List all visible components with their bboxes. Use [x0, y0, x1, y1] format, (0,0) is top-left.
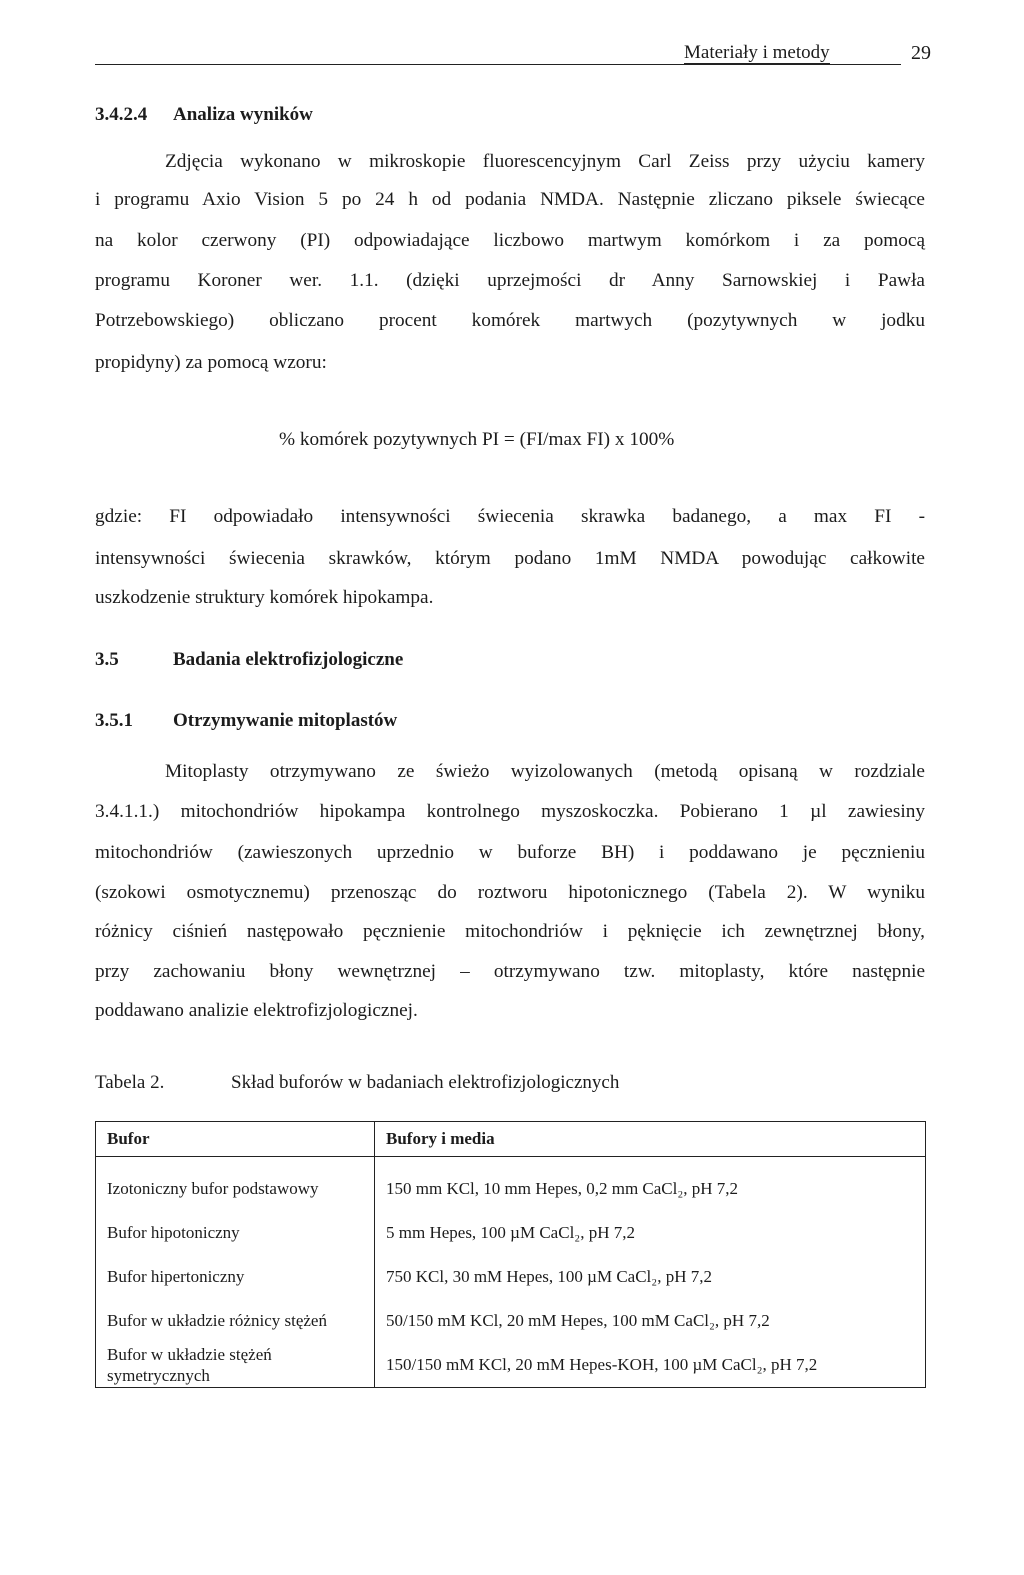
table-cell: Bufor hipertoniczny	[96, 1255, 375, 1299]
table-cell: 150/150 mM KCl, 20 mM Hepes-KOH, 100 µM CaCl₂, pH 7,2	[375, 1343, 926, 1388]
paragraph-line: Zdjęcia wykonano w mikroskopie fluorescencyjnym Carl Zeiss przy użyciu kamery	[165, 151, 925, 172]
paragraph-line: gdzie: FI odpowiadało intensywności świecenia skrawka badanego, a max FI -	[95, 506, 925, 527]
table-cell: Izotoniczny bufor podstawowy	[96, 1157, 375, 1212]
paragraph-line: Mitoplasty otrzymywano ze świeżo wyizolowanych (metodą opisaną w rozdziale	[165, 761, 925, 782]
table-row	[96, 1211, 926, 1255]
table-cell: 150 mm KCl, 10 mm Hepes, 0,2 mm CaCl₂, pH 7,2	[375, 1157, 926, 1212]
section-number: 3.5.1	[95, 710, 133, 731]
section-heading	[95, 649, 403, 671]
section-heading	[95, 104, 313, 126]
table-row	[96, 1299, 926, 1343]
paragraph-line: na kolor czerwony (PI) odpowiadające liczbowo martwym komórkom i za pomocą	[95, 230, 925, 251]
section-title: Badania elektrofizjologiczne	[173, 649, 404, 670]
table-row	[96, 1157, 926, 1212]
paragraph-line: mitochondriów (zawieszonych uprzednio w buforze BH) i poddawano je pęcznieniu	[95, 842, 925, 863]
paragraph-line: programu Koroner wer. 1.1. (dzięki uprzejmości dr Anny Sarnowskiej i Pawła	[95, 270, 925, 291]
header-rule	[95, 64, 901, 65]
table-cell: Bufor hipotoniczny	[96, 1211, 375, 1255]
section-number: 3.5	[95, 649, 119, 670]
table-cell: 5 mm Hepes, 100 µM CaCl₂, pH 7,2	[375, 1211, 926, 1255]
table-row	[96, 1343, 926, 1388]
paragraph-line: Potrzebowskiego) obliczano procent komórek martwych (pozytywnych w jodku	[95, 310, 925, 331]
table-row	[96, 1255, 926, 1299]
paragraph-line: poddawano analizie elektrofizjologicznej.	[95, 1000, 418, 1021]
section-number: 3.4.2.4	[95, 104, 148, 125]
paragraph-line: (szokowi osmotycznemu) przenosząc do roztworu hipotonicznego (Tabela 2). W wyniku	[95, 882, 925, 903]
table-cell: 750 KCl, 30 mM Hepes, 100 µM CaCl₂, pH 7,2	[375, 1255, 926, 1299]
table-cell: Bufor w układzie stężeń symetrycznych	[96, 1343, 375, 1388]
column-header: Bufory i media	[375, 1122, 926, 1157]
paragraph-line: i programu Axio Vision 5 po 24 h od podania NMDA. Następnie zliczano piksele świecące	[95, 189, 925, 210]
paragraph-line: uszkodzenie struktury komórek hipokampa.	[95, 587, 434, 608]
section-title: Otrzymywanie mitoplastów	[173, 710, 398, 731]
column-header: Bufor	[96, 1122, 375, 1157]
table-cell: Bufor w układzie różnicy stężeń	[96, 1299, 375, 1343]
formula: % komórek pozytywnych PI = (FI/max FI) x 100%	[279, 429, 675, 450]
paragraph-line: różnicy ciśnień następowało pęcznienie mitochondriów i pęknięcie ich zewnętrznej błony,	[95, 921, 925, 942]
paragraph-line: intensywności świecenia skrawków, którym podano 1mM NMDA powodując całkowite	[95, 548, 925, 569]
table-label: Tabela 2.	[95, 1072, 165, 1093]
buffer-table	[95, 1121, 926, 1388]
paragraph-line: 3.4.1.1.) mitochondriów hipokampa kontrolnego myszoskoczka. Pobierano 1 µl zawiesiny	[95, 801, 925, 822]
section-title: Analiza wyników	[173, 104, 313, 125]
running-header-title: Materiały i metody	[684, 42, 830, 63]
table-caption: Skład buforów w badaniach elektrofizjologicznych	[231, 1072, 620, 1093]
table-cell: 50/150 mM KCl, 20 mM Hepes, 100 mM CaCl₂, pH 7,2	[375, 1299, 926, 1343]
paragraph-line: przy zachowaniu błony wewnętrznej – otrzymywano tzw. mitoplasty, które następnie	[95, 961, 925, 982]
paragraph-line: propidyny) za pomocą wzoru:	[95, 352, 327, 373]
section-heading	[95, 710, 397, 732]
table-header-row	[96, 1122, 926, 1157]
page-number: 29	[911, 42, 931, 64]
